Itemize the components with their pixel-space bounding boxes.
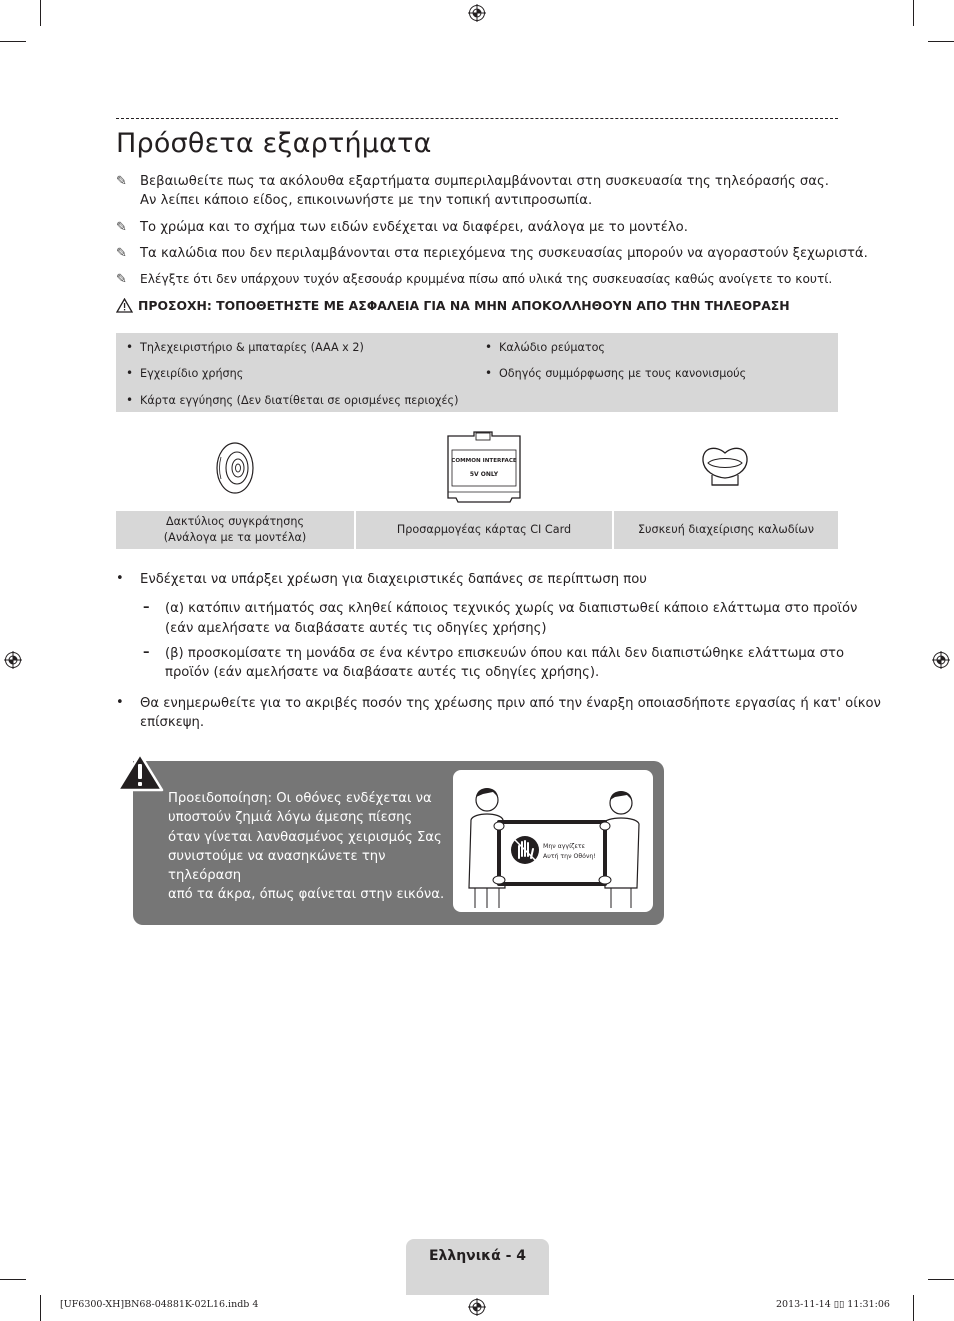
caption-text: Προσαρμογέας κάρτας CI Card: [396, 523, 572, 536]
page-number-tab: [406, 1239, 549, 1295]
crop-mark: [0, 41, 26, 42]
warning-line: από τα άκρα, όπως φαίνεται στην εικόνα.: [168, 887, 445, 903]
note-text: Αν λείπει κάποιο είδος, επικοινωνήστε με την τοπική αντιπροσωπία.: [140, 193, 593, 208]
note-text: Το χρώμα και το σχήμα των ειδών ενδέχεται να διαφέρει, ανάλογα με το μοντέλο.: [140, 220, 688, 235]
caption-holding-ring: [116, 511, 354, 549]
crop-mark: [928, 1279, 954, 1280]
warning-line: υποστούν ζημιά λόγω άμεσης πίεσης: [168, 810, 413, 826]
registration-mark-icon: [932, 651, 950, 669]
dash-mark: –: [143, 600, 150, 615]
bullet-mark: •: [116, 571, 124, 586]
ci-card-adapter-image: [444, 430, 524, 504]
note-pencil-icon: ✎: [116, 272, 127, 287]
warning-line: όταν γίνεται λανθασμένος χειρισμός Σας: [168, 829, 442, 845]
charges-case-a: (εάν αμελήσατε να διαβάσατε αυτές τις οδηγίες χρήσης): [165, 621, 547, 636]
crop-mark: [0, 1279, 26, 1280]
caption-cable-holder: [614, 511, 838, 549]
warning-line: συνιστούμε να ανασηκώνετε την τηλεόραση: [168, 848, 386, 884]
warning-exclamation-icon: [116, 752, 164, 792]
cable-holder-image: [700, 445, 750, 491]
registration-mark-icon: [4, 651, 22, 669]
title-divider: [116, 118, 838, 119]
tv-lifting-illustration: [453, 770, 653, 912]
note-text: Ελέγξτε ότι δεν υπάρχουν τυχόν αξεσουάρ κρυμμένα πίσω από υλικά της συσκευασίας καθώς ανοίγετε το κουτί.: [140, 272, 833, 286]
charges-info: Θα ενημερωθείτε για το ακριβές ποσόν της χρέωσης πριν από την έναρξη οποιασδήποτε εργασίας ή κατ' οίκον: [140, 696, 881, 711]
charges-intro: Ενδέχεται να υπάρξει χρέωση για διαχειριστικές δαπάνες σε περίπτωση που: [140, 572, 647, 587]
registration-mark-icon: [468, 1298, 486, 1316]
warning-text: [168, 789, 450, 905]
crop-mark: [40, 0, 41, 26]
no-touch-sign-text: Αυτή την Οθόνη!: [543, 853, 596, 860]
charges-info: επίσκεψη.: [140, 715, 205, 730]
caution-line: [116, 298, 790, 313]
note-text: Βεβαιωθείτε πως τα ακόλουθα εξαρτήματα συμπεριλαμβάνονται στη συσκευασία της τηλεόρασής σας.: [140, 174, 829, 189]
note-pencil-icon: ✎: [116, 220, 127, 235]
list-item: • Εγχειρίδιο χρήσης: [140, 367, 243, 380]
list-item: • Καλώδιο ρεύματος: [499, 341, 605, 354]
list-item: • Τηλεχειριστήριο & μπαταρίες (AAA x 2): [140, 341, 364, 354]
crop-mark: [913, 1295, 914, 1321]
no-touch-sign-text: Μην αγγίζετε: [543, 843, 585, 850]
crop-mark: [40, 1295, 41, 1321]
page-title: Πρόσθετα εξαρτήματα: [116, 128, 432, 159]
caption-text: Συσκευή διαχείρισης καλωδίων: [637, 523, 815, 536]
footer-timestamp: 2013-11-14 ▯▯ 11:31:06: [776, 1299, 890, 1310]
note-pencil-icon: ✎: [116, 174, 127, 189]
crop-mark: [913, 0, 914, 26]
charges-case-b: (β) προσκομίσατε τη μονάδα σε ένα κέντρο επισκευών όπου και πάλι δεν διαπιστώθηκε ελάττωμα στο: [165, 646, 845, 661]
dash-mark: –: [143, 645, 150, 660]
caution-text: ΠΡΟΣΟΧΗ: ΤΟΠΟΘΕΤΗΣΤΕ ΜΕ ΑΣΦΑΛΕΙΑ ΓΙΑ ΝΑ ΜΗΝ ΑΠΟΚΟΛΛΗΘΟΥΝ ΑΠΟ ΤΗΝ ΤΗΛΕΟΡΑΣΗ: [138, 298, 790, 313]
caption-text: Δακτύλιος συγκράτησης: [165, 515, 305, 528]
caption-ci-adapter: [356, 511, 612, 549]
caption-text: (Ανάλογα με τα μοντέλα): [163, 531, 307, 544]
footer-file-info: [UF6300-XH]BN68-04881K-02L16.indb 4: [60, 1299, 259, 1310]
caption-divider: [612, 511, 614, 549]
caution-triangle-icon: [116, 298, 133, 313]
caption-divider: [354, 511, 356, 549]
accessory-caption-bar: [116, 511, 838, 549]
crop-mark: [928, 41, 954, 42]
list-item: • Κάρτα εγγύησης (Δεν διατίθεται σε ορισμένες περιοχές): [140, 394, 458, 407]
page-number: Ελληνικά - 4: [428, 1248, 527, 1264]
ci-card-label: 5V ONLY: [469, 471, 499, 478]
list-item: • Οδηγός συμμόρφωσης με τους κανονισμούς: [499, 367, 746, 380]
accessories-list: [116, 333, 838, 412]
registration-mark-icon: [468, 4, 486, 22]
ci-card-label: COMMON INTERFACE: [451, 458, 517, 464]
charges-case-a: (α) κατόπιν αιτήματός σας κληθεί κάποιος τεχνικός χωρίς να διαπιστωθεί κάποιο ελάττωμα στο προϊόν: [165, 601, 858, 616]
warning-line: Προειδοποίηση: Οι οθόνες ενδέχεται να: [168, 791, 432, 806]
note-text: Τα καλώδια που δεν περιλαμβάνονται στα περιεχόμενα της συσκευασίας μπορούν να αγοραστούν ξεχωριστά.: [140, 246, 868, 261]
holding-ring-image: [215, 441, 255, 495]
charges-case-b: προϊόν (εάν αμελήσατε να διαβάσατε αυτές τις οδηγίες χρήσης).: [165, 665, 600, 680]
bullet-mark: •: [116, 695, 124, 710]
note-pencil-icon: ✎: [116, 246, 127, 261]
